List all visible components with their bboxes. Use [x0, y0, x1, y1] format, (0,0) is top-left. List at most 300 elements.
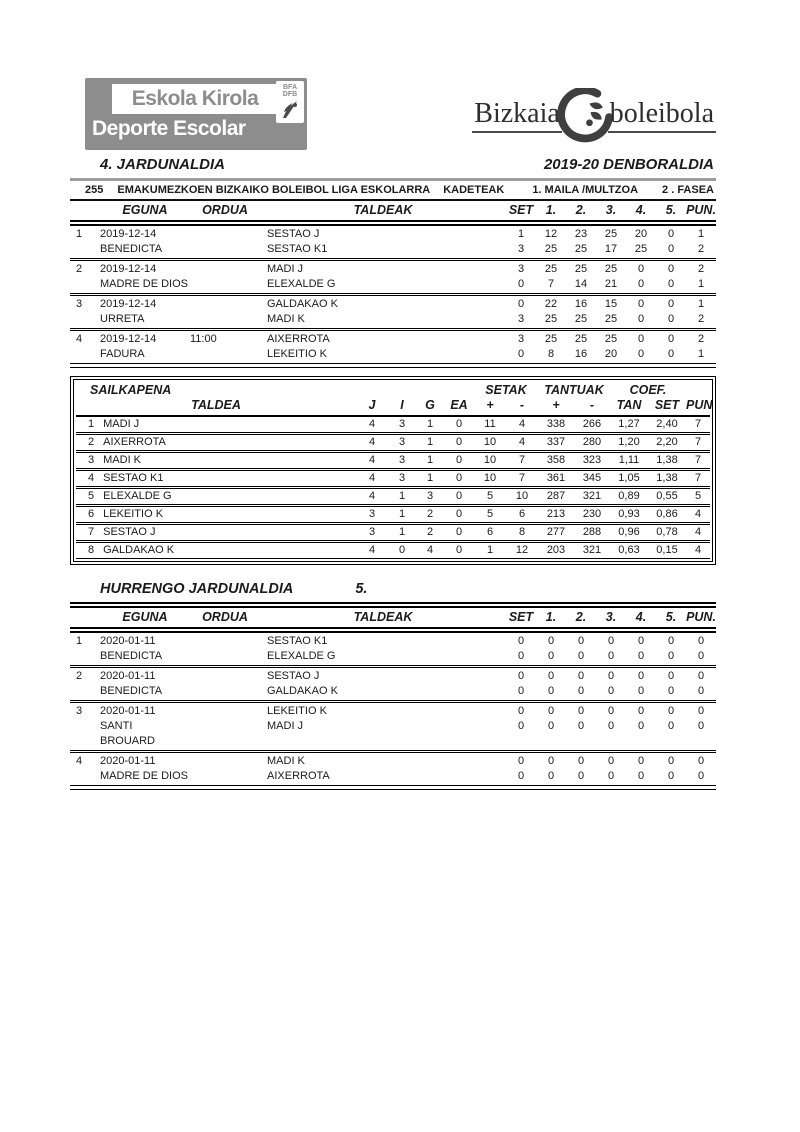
- points-against: 321: [582, 544, 602, 556]
- coef-tan: 0,96: [618, 526, 640, 538]
- home-sets-won: 0: [517, 298, 525, 310]
- points-for: 338: [546, 418, 566, 430]
- home-set2-score: 0: [577, 670, 585, 682]
- lost: 1: [426, 418, 434, 430]
- col-header-points-plus: +: [552, 398, 560, 412]
- played: 4: [368, 418, 376, 430]
- divider-table-end: [70, 785, 716, 790]
- ea: 0: [455, 454, 463, 466]
- spacer: [190, 769, 260, 784]
- match-venue: MADRE DE DIOS: [100, 278, 189, 290]
- away-set5-score: 0: [667, 278, 675, 290]
- league-points: 4: [694, 544, 702, 556]
- coef-tan: 1,05: [618, 472, 640, 484]
- spacer: [190, 242, 260, 257]
- spacer: [70, 719, 100, 749]
- home-set3-score: 15: [604, 298, 618, 310]
- away-sets-won: 0: [517, 770, 525, 782]
- col-header-set3: 3.: [605, 203, 617, 217]
- ea: 0: [455, 508, 463, 520]
- match-time: [190, 297, 260, 312]
- spacer: [70, 610, 100, 624]
- away-set3-score: 0: [607, 650, 615, 662]
- away-set4-score: 0: [637, 770, 645, 782]
- col-header-set1: 1.: [545, 610, 557, 624]
- competition-category: KADETEAK: [443, 184, 505, 196]
- home-set5-score: 0: [667, 298, 675, 310]
- home-set3-score: 0: [607, 635, 615, 647]
- match-date: 2020-01-11: [100, 755, 156, 767]
- col-header-j: J: [368, 398, 376, 412]
- home-team-name: SESTAO J: [267, 228, 320, 240]
- home-set2-score: 25: [574, 333, 588, 345]
- col-header-tan: TAN: [616, 398, 642, 412]
- points-against: 345: [582, 472, 602, 484]
- next-round-heading: [70, 565, 716, 602]
- spacer: [70, 277, 100, 292]
- away-team-name: MADI K: [267, 313, 305, 325]
- home-team-name: LEKEITIO K: [267, 705, 327, 717]
- lost: 1: [426, 436, 434, 448]
- home-set1-score: 0: [547, 755, 555, 767]
- match-time: [190, 704, 260, 719]
- competition-name: EMAKUMEZKOEN BIZKAIKO BOLEIBOL LIGA ESKOLARRA: [117, 184, 431, 196]
- match-number: 4: [76, 333, 83, 345]
- sets-for: 6: [486, 526, 494, 538]
- home-set1-score: 22: [544, 298, 558, 310]
- home-set1-score: 25: [544, 263, 558, 275]
- home-set2-score: 23: [574, 228, 588, 240]
- standings-row: [76, 488, 710, 505]
- col-group-setak: SETAK: [485, 383, 527, 397]
- match-home-line: [70, 669, 716, 684]
- match-date: 2019-12-14: [100, 263, 157, 275]
- coef-set: 0,15: [656, 544, 678, 556]
- standings-row: [76, 542, 710, 559]
- away-set1-score: 0: [547, 685, 555, 697]
- away-team-name: LEKEITIO K: [267, 348, 327, 360]
- col-header-pun: PUN.: [686, 610, 716, 624]
- home-set2-score: 0: [577, 705, 585, 717]
- spacer: [70, 203, 100, 217]
- rank: 7: [88, 526, 95, 538]
- won: 3: [398, 436, 406, 448]
- home-set5-score: 0: [667, 635, 675, 647]
- match: [70, 665, 716, 700]
- away-set3-score: 0: [607, 720, 615, 732]
- away-set2-score: 0: [577, 720, 585, 732]
- home-match-points: 0: [697, 670, 705, 682]
- col-header-g: G: [425, 398, 435, 412]
- home-set4-score: 0: [637, 705, 645, 717]
- bfa-leaf-icon: [280, 98, 300, 120]
- coef-set: 0,78: [656, 526, 678, 538]
- home-set3-score: 0: [607, 670, 615, 682]
- team-cell: [76, 525, 356, 540]
- away-set1-score: 0: [547, 650, 555, 662]
- bizkaia-boleibola-logo: [472, 88, 716, 144]
- match-date: 2020-01-11: [100, 670, 156, 682]
- ea: 0: [455, 544, 463, 556]
- standings-row: [76, 524, 710, 541]
- played: 4: [368, 544, 376, 556]
- match-date: 2019-12-14: [100, 333, 157, 345]
- home-set4-score: 0: [637, 635, 645, 647]
- coef-set: 0,55: [656, 490, 678, 502]
- match-home-line: [70, 332, 716, 347]
- spacer: [190, 312, 260, 327]
- away-sets-won: 3: [517, 313, 525, 325]
- home-set3-score: 25: [604, 263, 618, 275]
- home-set2-score: 25: [574, 263, 588, 275]
- rank: 8: [88, 544, 95, 556]
- coef-tan: 1,20: [618, 436, 640, 448]
- away-set2-score: 25: [574, 243, 588, 255]
- bfa-dfb-emblem: [276, 81, 304, 123]
- home-set5-score: 0: [667, 755, 675, 767]
- home-team-name: MADI K: [267, 755, 305, 767]
- col-header-set: SET: [508, 203, 534, 217]
- spacer: [70, 769, 100, 784]
- away-match-points: 1: [697, 278, 705, 290]
- away-sets-won: 0: [517, 650, 525, 662]
- away-team-name: GALDAKAO K: [267, 685, 338, 697]
- team-cell: [76, 435, 356, 450]
- coef-set: 1,38: [656, 454, 678, 466]
- home-set5-score: 0: [667, 705, 675, 717]
- col-header-pun: PUN.: [686, 203, 716, 217]
- team-name: ELEXALDE G: [103, 490, 172, 502]
- match-number: 3: [76, 298, 83, 310]
- col-header-set: SET: [508, 610, 534, 624]
- home-sets-won: 3: [517, 333, 525, 345]
- coef-set: 0,86: [656, 508, 678, 520]
- rank: 4: [88, 472, 95, 484]
- away-sets-won: 0: [517, 720, 525, 732]
- competition-bar: [70, 181, 716, 199]
- home-match-points: 1: [697, 298, 705, 310]
- standings-box-inner: [73, 379, 713, 562]
- played: 3: [368, 508, 376, 520]
- away-set3-score: 20: [604, 348, 618, 360]
- won: 1: [398, 526, 406, 538]
- document-content: [70, 78, 716, 790]
- coef-tan: 1,11: [618, 454, 640, 466]
- match: [70, 633, 716, 665]
- ea: 0: [455, 418, 463, 430]
- match-venue: BENEDICTA: [100, 650, 163, 662]
- home-set4-score: 0: [637, 298, 645, 310]
- rank: 5: [88, 490, 95, 502]
- coef-set: 1,38: [656, 472, 678, 484]
- away-set1-score: 0: [547, 770, 555, 782]
- points-for: 213: [546, 508, 566, 520]
- match-number: 3: [76, 705, 83, 717]
- match-home-line: [70, 704, 716, 719]
- match-venue: URRETA: [100, 313, 145, 325]
- round-title: 4. JARDUNALDIA: [100, 156, 226, 173]
- away-set4-score: 0: [637, 348, 645, 360]
- away-team-name: ELEXALDE G: [267, 650, 336, 662]
- sets-against: 10: [515, 490, 529, 502]
- won: 1: [398, 490, 406, 502]
- match-home-line: [70, 262, 716, 277]
- match-time: [190, 262, 260, 277]
- standings-row: [76, 470, 710, 487]
- title-row: [70, 154, 716, 178]
- away-set5-score: 0: [667, 685, 675, 697]
- team-cell: [76, 417, 356, 432]
- coef-tan: 0,93: [618, 508, 640, 520]
- home-set2-score: 0: [577, 755, 585, 767]
- col-header-pun: PUN: [686, 398, 713, 412]
- boleibola-wordmark: boleibola: [608, 100, 716, 133]
- match-time: [190, 754, 260, 769]
- home-set5-score: 0: [667, 263, 675, 275]
- team-name: SESTAO J: [103, 526, 156, 538]
- away-set4-score: 0: [637, 278, 645, 290]
- col-header-taldeak: TALDEAK: [353, 203, 413, 217]
- sets-against: 7: [518, 472, 526, 484]
- sets-for: 10: [483, 454, 497, 466]
- home-sets-won: 0: [517, 635, 525, 647]
- played: 4: [368, 490, 376, 502]
- boleibola-swirl-icon: [557, 88, 613, 144]
- away-set2-score: 0: [577, 770, 585, 782]
- coef-tan: 1,27: [618, 418, 640, 430]
- standings-row: [76, 506, 710, 523]
- home-match-points: 2: [697, 263, 705, 275]
- col-header-taldeak: TALDEAK: [353, 610, 413, 624]
- rank: 1: [88, 418, 95, 430]
- home-set3-score: 0: [607, 755, 615, 767]
- away-set5-score: 0: [667, 348, 675, 360]
- home-set3-score: 25: [604, 228, 618, 240]
- away-set4-score: 25: [634, 243, 648, 255]
- team-cell: [76, 543, 356, 558]
- next-table: [70, 633, 716, 785]
- away-match-points: 0: [697, 770, 705, 782]
- home-set4-score: 0: [637, 333, 645, 345]
- team-name: GALDAKAO K: [103, 544, 175, 556]
- next-round-title: HURRENGO JARDUNALDIA: [100, 581, 294, 597]
- points-against: 288: [582, 526, 602, 538]
- col-header-ordua: ORDUA: [202, 203, 248, 217]
- deporte-escolar-label: Deporte Escolar: [92, 117, 246, 140]
- away-match-points: 2: [697, 313, 705, 325]
- away-match-points: 1: [697, 348, 705, 360]
- sets-against: 4: [518, 436, 526, 448]
- league-points: 4: [694, 508, 702, 520]
- match-date: 2020-01-11: [100, 635, 156, 647]
- points-for: 337: [546, 436, 566, 448]
- home-team-name: SESTAO J: [267, 670, 320, 682]
- col-header-sets-plus: +: [486, 398, 494, 412]
- standings-row: [76, 434, 710, 451]
- sets-against: 8: [518, 526, 526, 538]
- away-set4-score: 0: [637, 685, 645, 697]
- col-group-tantuak: TANTUAK: [544, 383, 604, 397]
- spacer: [70, 649, 100, 664]
- coef-set: 2,40: [656, 418, 678, 430]
- header-logos: [85, 78, 716, 150]
- home-match-points: 1: [697, 228, 705, 240]
- col-header-points-minus: -: [589, 398, 595, 412]
- col-header-set3: 3.: [605, 610, 617, 624]
- team-name: MADI J: [103, 418, 140, 430]
- won: 0: [398, 544, 406, 556]
- standings-row: [76, 417, 710, 433]
- away-team-name: AIXERROTA: [267, 770, 330, 782]
- divider-table-end: [70, 363, 716, 368]
- match-away-line: [70, 684, 716, 699]
- away-set2-score: 16: [574, 348, 588, 360]
- won: 1: [398, 508, 406, 520]
- lost: 1: [426, 472, 434, 484]
- sets-against: 4: [518, 418, 526, 430]
- col-header-set4: 4.: [635, 203, 647, 217]
- spacer: [190, 347, 260, 362]
- home-set1-score: 0: [547, 705, 555, 717]
- team-name: SESTAO K1: [103, 472, 164, 484]
- sets-against: 6: [518, 508, 526, 520]
- away-match-points: 2: [697, 243, 705, 255]
- match-number: 1: [76, 228, 83, 240]
- away-set3-score: 21: [604, 278, 618, 290]
- away-set5-score: 0: [667, 720, 675, 732]
- sets-for: 5: [486, 508, 494, 520]
- match-venue: MADRE DE DIOS: [100, 770, 189, 782]
- col-header-set4: 4.: [635, 610, 647, 624]
- lost: 2: [426, 526, 434, 538]
- match-home-line: [70, 227, 716, 242]
- col-group-coef: COEF.: [629, 383, 667, 397]
- results-table-header: [70, 201, 716, 220]
- match-away-line: [70, 769, 716, 784]
- next-round-number: 5.: [355, 581, 368, 597]
- away-set5-score: 0: [667, 650, 675, 662]
- home-set1-score: 12: [544, 228, 558, 240]
- coef-set: 2,20: [656, 436, 678, 448]
- spacer: [686, 383, 710, 397]
- team-name: AIXERROTA: [103, 436, 166, 448]
- match-number: 2: [76, 670, 83, 682]
- home-sets-won: 0: [517, 705, 525, 717]
- col-header-ea: EA: [450, 398, 468, 412]
- away-team-name: ELEXALDE G: [267, 278, 336, 290]
- lost: 2: [426, 508, 434, 520]
- match-number: 2: [76, 263, 83, 275]
- col-header-set2: 2.: [575, 610, 587, 624]
- home-sets-won: 3: [517, 263, 525, 275]
- home-sets-won: 1: [517, 228, 525, 240]
- next-table-header: [70, 608, 716, 627]
- standings-row: [76, 452, 710, 469]
- away-match-points: 0: [697, 720, 705, 732]
- sets-against: 12: [515, 544, 529, 556]
- away-team-name: MADI J: [267, 720, 304, 732]
- sets-for: 11: [484, 418, 496, 430]
- home-set5-score: 0: [667, 333, 675, 345]
- away-match-points: 0: [697, 685, 705, 697]
- match-venue: BENEDICTA: [100, 685, 163, 697]
- match-date: 2019-12-14: [100, 228, 157, 240]
- sets-for: 5: [486, 490, 494, 502]
- match: [70, 700, 716, 750]
- spacer: [190, 719, 260, 749]
- played: 4: [368, 454, 376, 466]
- away-set1-score: 25: [544, 243, 558, 255]
- spacer: [70, 312, 100, 327]
- competition-phase: 2 . FASEA: [662, 184, 714, 196]
- team-name: LEKEITIO K: [103, 508, 164, 520]
- away-set5-score: 0: [667, 243, 675, 255]
- points-for: 203: [546, 544, 566, 556]
- bizkaia-wordmark: Bizkaia: [472, 100, 562, 133]
- results-table: [70, 226, 716, 363]
- sets-for: 1: [486, 544, 494, 556]
- home-set1-score: 0: [547, 670, 555, 682]
- home-set5-score: 0: [667, 228, 675, 240]
- away-set3-score: 17: [604, 243, 618, 255]
- home-set1-score: 0: [547, 635, 555, 647]
- col-header-set1: 1.: [545, 203, 557, 217]
- lost: 1: [426, 454, 434, 466]
- away-set1-score: 25: [544, 313, 558, 325]
- away-set1-score: 0: [547, 720, 555, 732]
- league-points: 7: [694, 418, 702, 430]
- match-home-line: [70, 754, 716, 769]
- away-sets-won: 0: [517, 348, 525, 360]
- won: 3: [398, 472, 406, 484]
- match-number: 4: [76, 755, 83, 767]
- away-set1-score: 7: [547, 278, 555, 290]
- spacer: [190, 277, 260, 292]
- points-for: 287: [546, 490, 566, 502]
- home-set2-score: 0: [577, 635, 585, 647]
- lost: 3: [426, 490, 434, 502]
- match: [70, 293, 716, 328]
- spacer: [70, 684, 100, 699]
- away-set5-score: 0: [667, 770, 675, 782]
- away-set4-score: 0: [637, 720, 645, 732]
- points-for: 277: [546, 526, 566, 538]
- team-cell: [76, 453, 356, 468]
- ea: 0: [455, 472, 463, 484]
- col-header-set: SET: [654, 398, 680, 412]
- team-name: MADI K: [103, 454, 142, 466]
- home-match-points: 0: [697, 705, 705, 717]
- col-header-eguna: EGUNA: [122, 610, 168, 624]
- away-set3-score: 25: [604, 313, 618, 325]
- match-number: 1: [76, 635, 83, 647]
- sets-against: 7: [518, 454, 526, 466]
- ea: 0: [455, 436, 463, 448]
- standings-title: SAILKAPENA: [90, 383, 172, 397]
- standings-box: [70, 376, 716, 565]
- team-cell: [76, 471, 356, 486]
- col-header-eguna: EGUNA: [122, 203, 168, 217]
- match-away-line: [70, 277, 716, 292]
- match-time: 11:00: [190, 333, 217, 345]
- home-set1-score: 25: [544, 333, 558, 345]
- home-team-name: MADI J: [267, 263, 304, 275]
- col-header-sets-minus: -: [519, 398, 525, 412]
- match-date: 2019-12-14: [100, 298, 157, 310]
- competition-code: 255: [85, 184, 104, 196]
- match: [70, 328, 716, 363]
- won: 3: [398, 418, 406, 430]
